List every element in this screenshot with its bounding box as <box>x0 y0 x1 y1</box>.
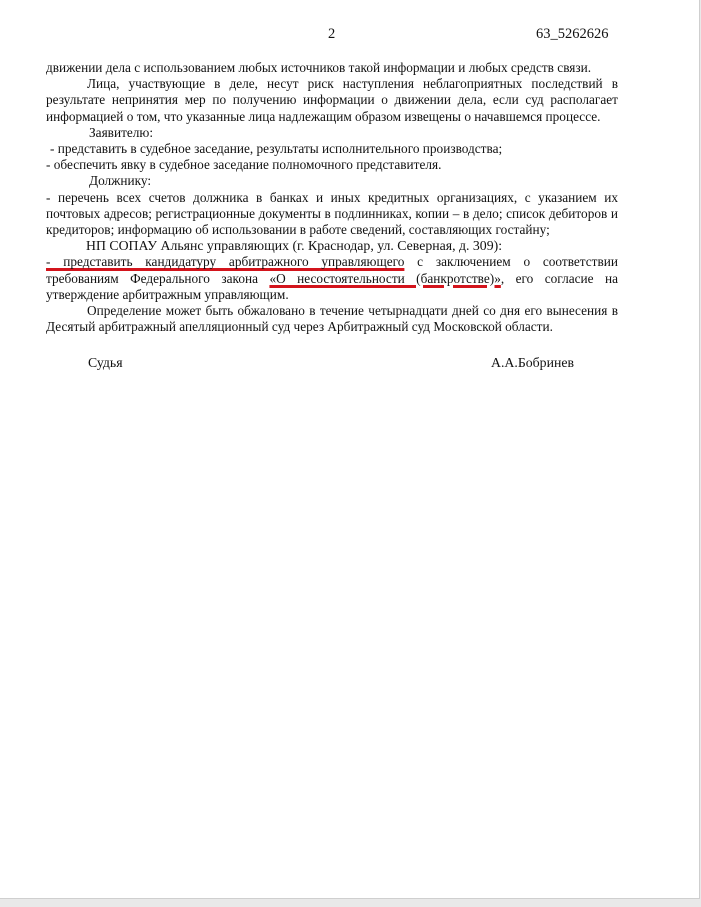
organization-item <box>46 254 618 303</box>
underlined-law-title: «О несостоятельности (банкротстве)» <box>269 270 501 286</box>
underlined-candidate-request: - представить кандидатуру арбитражного управляющего <box>46 254 405 270</box>
applicant-item-1: - представить в судебное заседание, результаты исполнительного производства; <box>50 141 503 157</box>
paragraph-risk-notice: Лица, участвующие в деле, несут риск наступления неблагоприятных последствий в результате непринятия мер по получению информации о движении дела, если суд располагает информацией о том, что указанные лица надлежащим образом извещены о начавшемся процессе. <box>46 76 618 124</box>
page-number: 2 <box>328 26 336 42</box>
applicant-item-2: - обеспечить явку в судебное заседание полномочного представителя. <box>46 157 442 173</box>
applicant-heading: Заявителю: <box>89 124 154 140</box>
organization-heading: НП СОПАУ Альянс управляющих (г. Краснодар, ул. Северная, д. 309): <box>86 238 503 254</box>
organization-item-middle: с заключением о соответствии требованиям Федерального закона <box>46 254 618 286</box>
case-number: 63_5262626 <box>536 26 609 42</box>
appeal-paragraph: Определение может быть обжаловано в течение четырнадцати дней со дня его вынесения в Десятый арбитражный апелляционный суд через Арбитражный суд Московской области. <box>46 303 618 335</box>
debtor-item: - перечень всех счетов должника в банках и иных кредитных организациях, с указанием их почтовых адресов; регистрационные документы в подлинниках, копии – в дело; список дебиторов и кредиторов; информацию об использовании в работе сведений, составляющих гостайну; <box>46 189 618 238</box>
signature-role: Судья <box>88 355 123 371</box>
debtor-heading: Должнику: <box>89 173 152 189</box>
paragraph-continuation: движении дела с использованием любых источников такой информации и любых средств связи. <box>46 60 592 75</box>
organization-item-end: , его согласие на утверждение арбитражным управляющим. <box>46 270 618 302</box>
signature-name: А.А.Бобринев <box>491 355 574 371</box>
signature-block <box>46 355 618 371</box>
document-body <box>46 60 618 372</box>
